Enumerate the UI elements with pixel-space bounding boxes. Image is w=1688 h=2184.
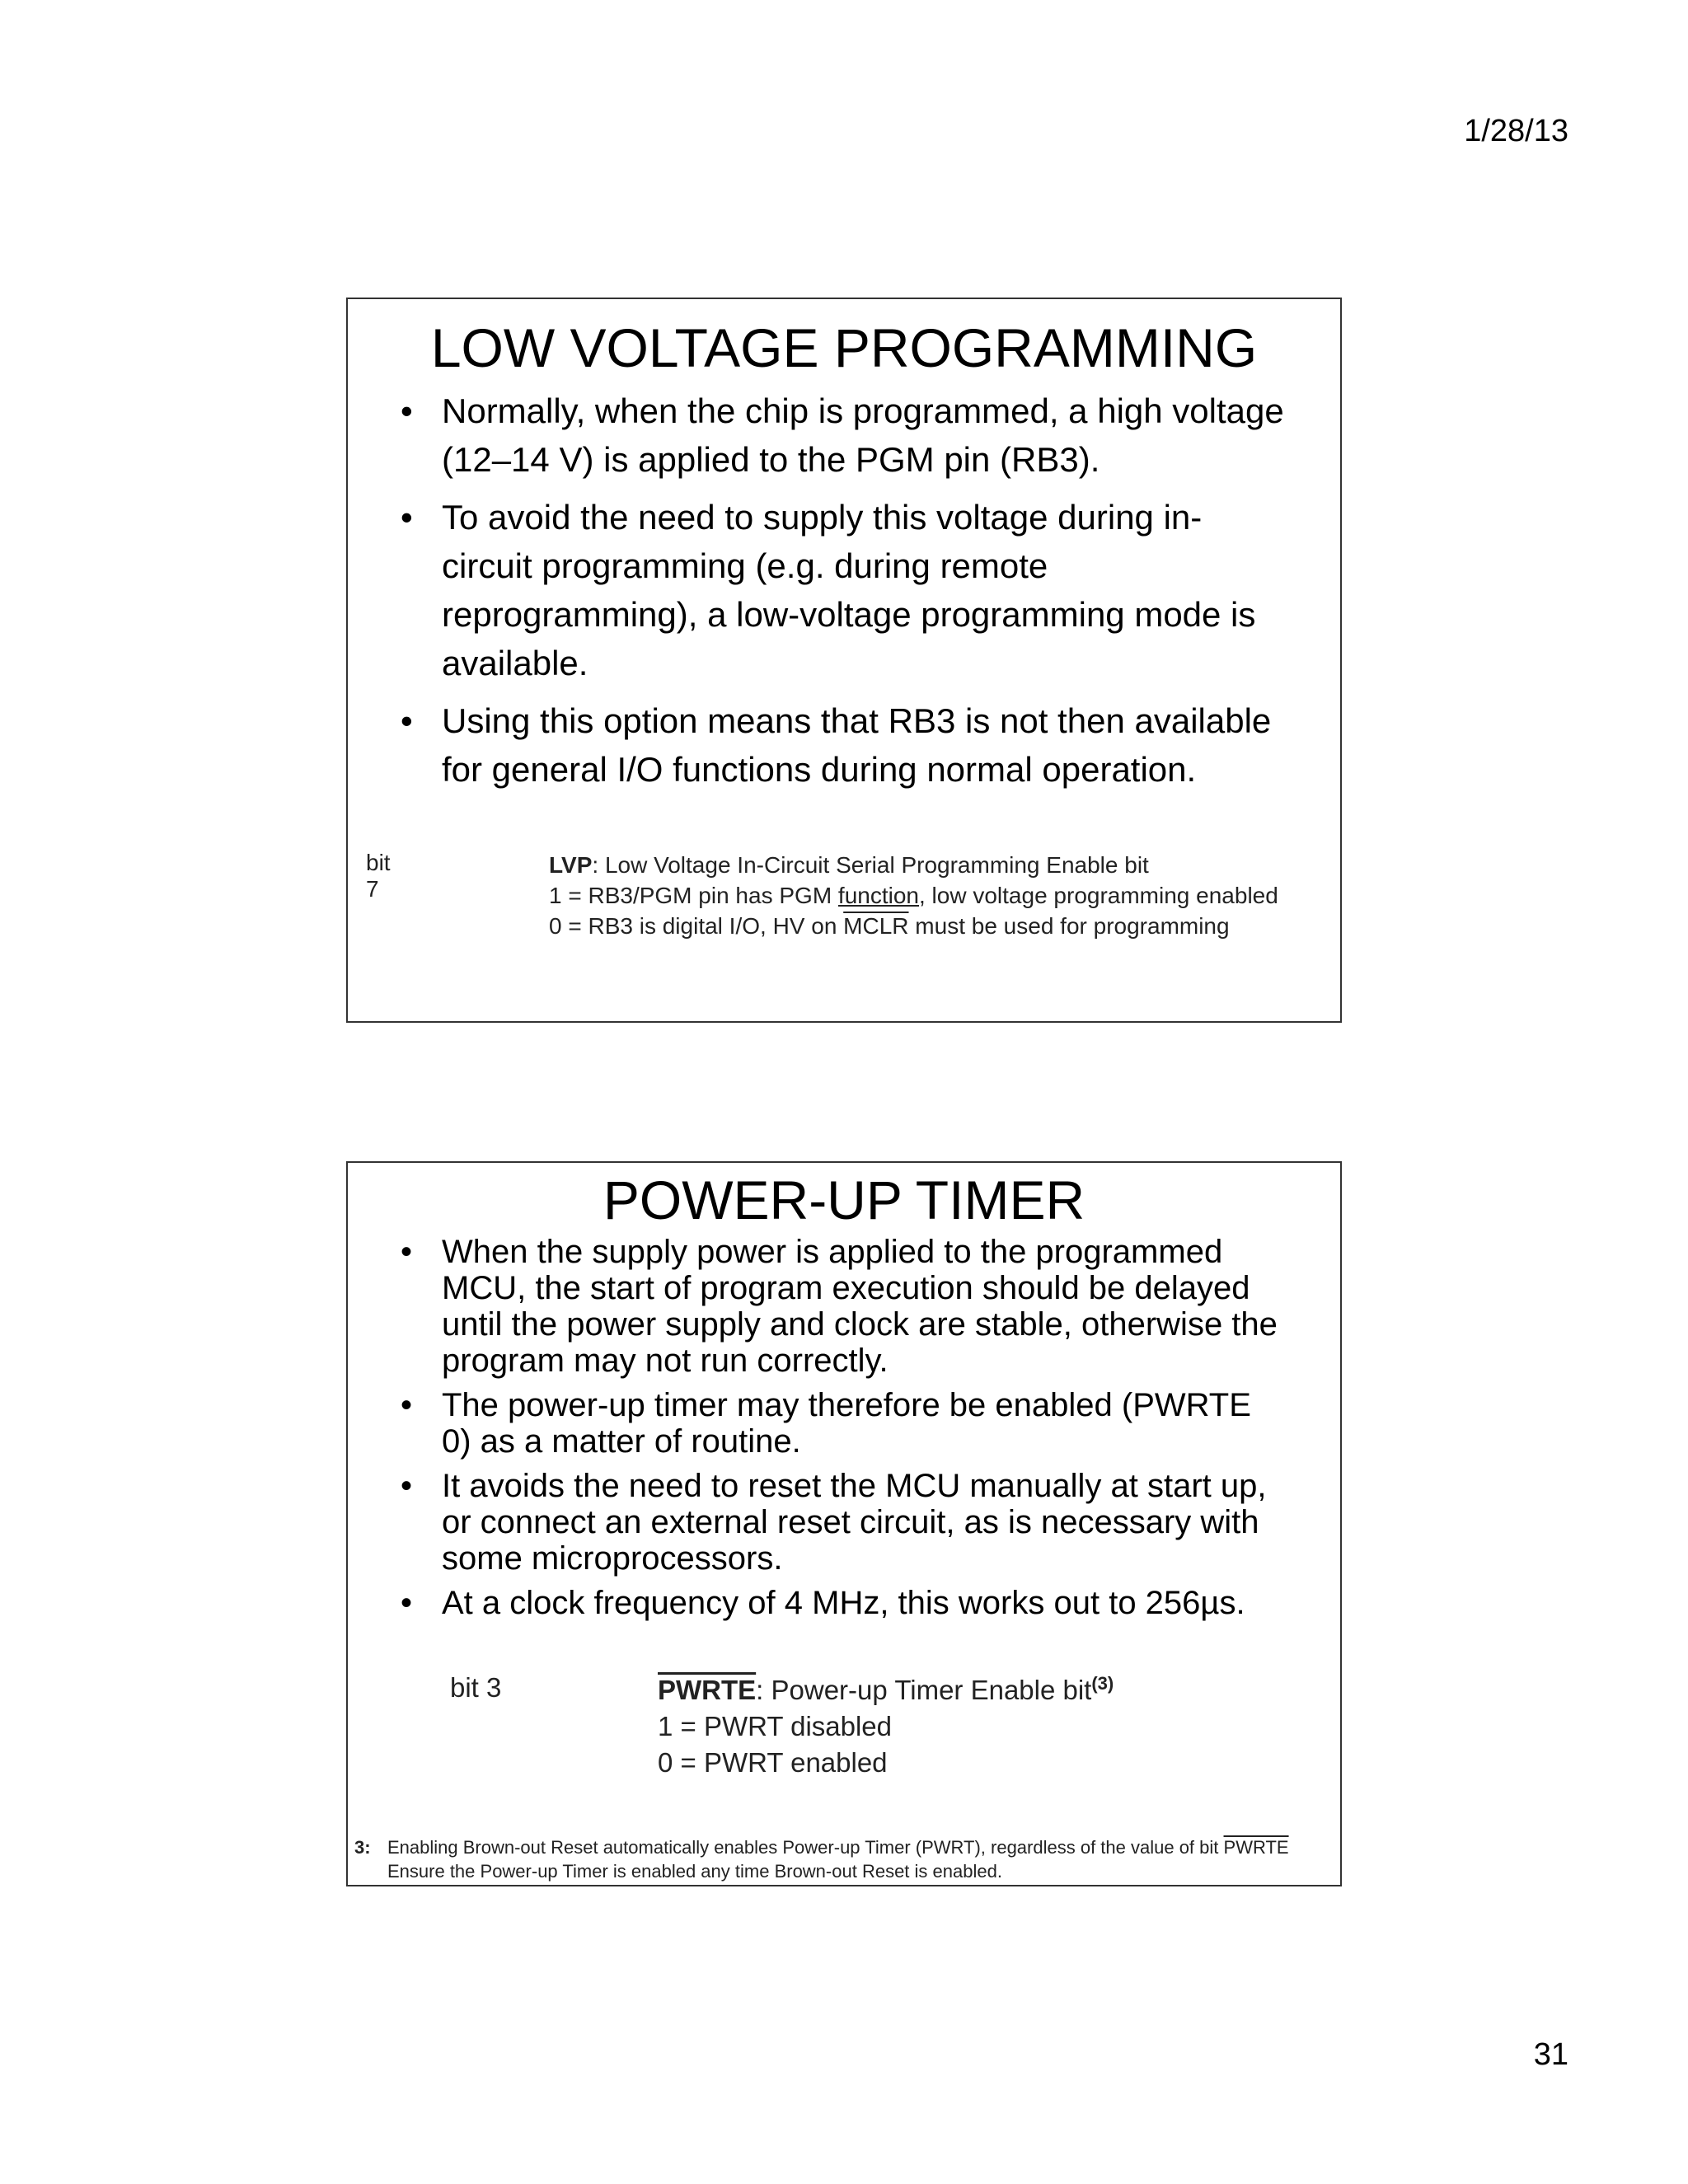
bullet-item	[399, 1387, 1289, 1460]
value-text: 1 = RB3/PGM pin has PGM	[549, 883, 838, 908]
bullet-icon: •	[401, 498, 413, 537]
bullet-text: Normally, when the chip is programmed, a high voltage (12–14 V) is applied to the PGM pin (RB3).	[442, 391, 1284, 479]
bullet-icon: •	[401, 1234, 413, 1270]
value-text-underlined: function	[837, 883, 919, 908]
slide-low-voltage-programming	[346, 298, 1342, 1023]
slide-title: POWER-UP TIMER	[603, 1169, 1085, 1230]
value-text: must be used for programming	[908, 913, 1230, 939]
bullet-item	[399, 1234, 1289, 1379]
footnote-line-2	[354, 1859, 1340, 1883]
bit-value-0	[549, 911, 1278, 941]
value-text: , low voltage programming enabled	[919, 883, 1278, 908]
bit-description-text: : Low Voltage In-Circuit Serial Programming Enable bit	[592, 852, 1149, 878]
bullet-item	[399, 493, 1289, 687]
footnote-text: Ensure the Power-up Timer is enabled any time Brown-out Reset is enabled.	[387, 1861, 1002, 1882]
bit-value-1	[549, 880, 1278, 911]
bit-value-0: 0 = PWRT enabled	[658, 1747, 888, 1778]
footnote-text	[387, 1835, 1289, 1859]
bit-name: LVP	[549, 852, 593, 878]
bullet-icon: •	[401, 1468, 413, 1504]
bullet-icon: •	[401, 391, 413, 430]
bit-description	[658, 1672, 1114, 1708]
bit-value-1: 1 = PWRT disabled	[658, 1711, 893, 1741]
bit-description	[549, 850, 1278, 880]
bullet-icon: •	[401, 701, 413, 740]
bit-description-text: : Power-up Timer Enable bit	[756, 1675, 1092, 1705]
bullet-text: It avoids the need to reset the MCU manually at start up, or connect an external reset circuit, as is necessary with some microprocessors.	[442, 1468, 1267, 1577]
bullet-item	[399, 1468, 1289, 1577]
footnote-text-part: Enabling Brown-out Reset automatically enables Power-up Timer (PWRT), regardless of the value of bit	[387, 1837, 1224, 1858]
value-text: 0 = RB3 is digital I/O, HV on	[549, 913, 844, 939]
bit-label: bit 3	[450, 1672, 502, 1703]
bullet-text: Using this option means that RB3 is not then available for general I/O functions during normal operation.	[442, 701, 1272, 789]
footnote-text-overlined: PWRTE	[1223, 1837, 1289, 1858]
page-number: 31	[1533, 2037, 1568, 2072]
page-date: 1/28/13	[1464, 114, 1568, 148]
footnote-line-1	[354, 1835, 1340, 1859]
slide-title: LOW VOLTAGE PROGRAMMING	[430, 317, 1258, 378]
bullet-text: The power-up timer may therefore be enabled (PWRTE 0) as a matter of routine.	[442, 1387, 1251, 1460]
bullet-icon: •	[401, 1585, 413, 1621]
footnote-number: 3:	[354, 1837, 371, 1858]
bit-label: bit 7	[366, 850, 391, 902]
slide-power-up-timer	[346, 1161, 1342, 1886]
footnote-ref: (3)	[1091, 1673, 1114, 1694]
bullet-item	[399, 1585, 1289, 1621]
bullet-text: At a clock frequency of 4 MHz, this works out to 256µs.	[442, 1585, 1245, 1621]
value-text-overlined: MCLR	[843, 913, 909, 939]
datasheet-footnote	[354, 1835, 1340, 1883]
bullet-icon: •	[401, 1387, 413, 1423]
bullet-item	[399, 696, 1289, 794]
bit-name: PWRTE	[658, 1675, 757, 1705]
bullet-text: When the supply power is applied to the programmed MCU, the start of program execution should be delayed until the power supply and clock are stable, otherwise the program may not run correctly.	[442, 1234, 1278, 1379]
bullet-text: To avoid the need to supply this voltage during in-circuit programming (e.g. during remote reprogramming), a low-voltage programming mode is available.	[442, 498, 1256, 682]
bullet-item	[399, 387, 1289, 484]
bullet-list	[399, 1234, 1289, 1621]
bullet-list	[399, 387, 1289, 794]
